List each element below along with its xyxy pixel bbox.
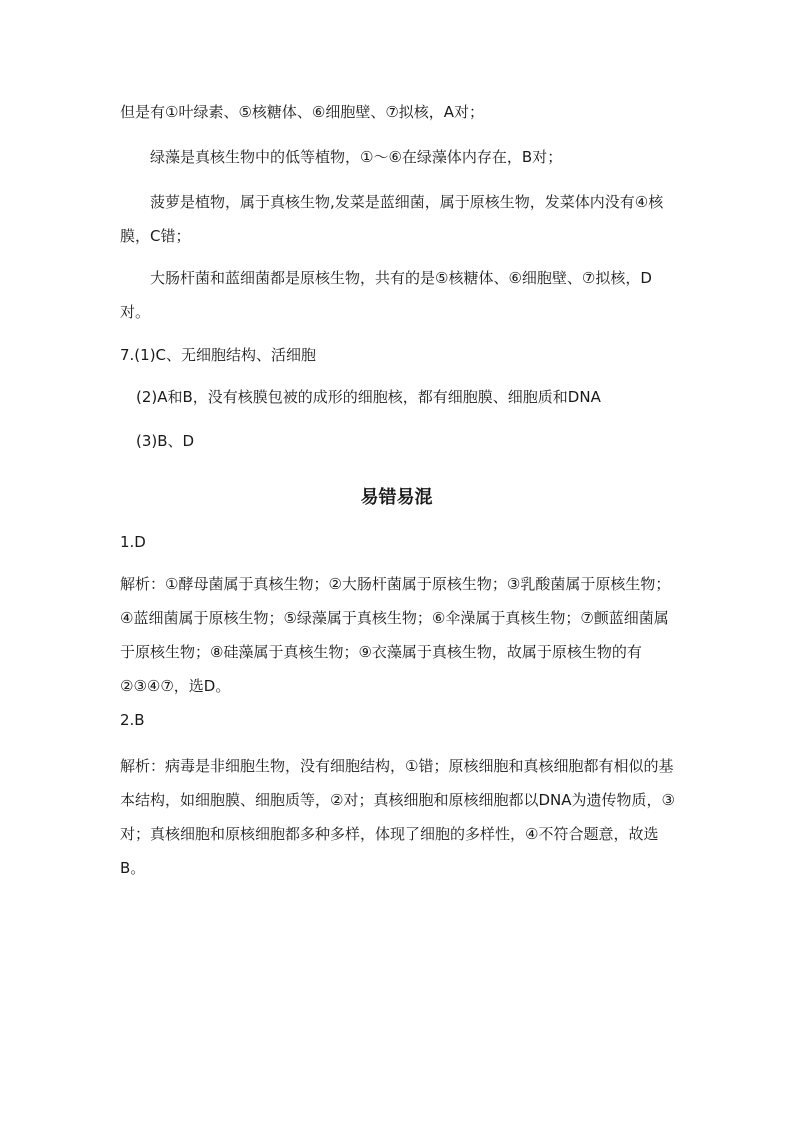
item2-answer: 2.B (120, 711, 145, 729)
section-title: 易错易混 (360, 487, 433, 508)
paragraph-option-c: 菠萝是植物，属于真核生物,发菜是蓝细菌，属于原核生物，发菜体内没有④核膜，C错； (120, 193, 664, 245)
paragraph-option-a: 但是有①叶绿素、⑤核糖体、⑥细胞壁、⑦拟核，A对； (120, 103, 485, 121)
item1-analysis: 解析：①酵母菌属于真核生物；②大肠杆菌属于原核生物；③乳酸菌属于原核生物；④蓝细菌属于原核生物；⑤绿藻属于真核生物；⑥伞澡属于真核生物；⑦颤蓝细菌属于原核生物；⑧硅藻属于真核生物；⑨衣藻属于真核生物，故属于原核生物的有②③④⑦，选D。 (120, 575, 671, 695)
q7-answer-part2: (2)A和B，没有核膜包被的成形的细胞核，都有细胞膜、细胞质和DNA (136, 388, 601, 406)
paragraph-option-d: 大肠杆菌和蓝细菌都是原核生物，共有的是⑤核糖体、⑥细胞壁、⑦拟核，D对。 (120, 269, 652, 321)
q7-answer-part1: 7.(1)C、无细胞结构、活细胞 (120, 346, 317, 364)
item2-analysis: 解析：病毒是非细胞生物，没有细胞结构，①错；原核细胞和真核细胞都有相似的基本结构，如细胞膜、细胞质等，②对；真核细胞和原核细胞都以DNA为遗传物质，③对；真核细胞和原核细胞都多种多样，体现了细胞的多样性，④不符合题意，故选B。 (120, 757, 675, 877)
paragraph-option-b: 绿藻是真核生物中的低等植物，①～⑥在绿藻体内存在，B对； (150, 148, 563, 166)
item1-answer: 1.D (120, 533, 146, 551)
q7-answer-part3: (3)B、D (136, 432, 195, 450)
